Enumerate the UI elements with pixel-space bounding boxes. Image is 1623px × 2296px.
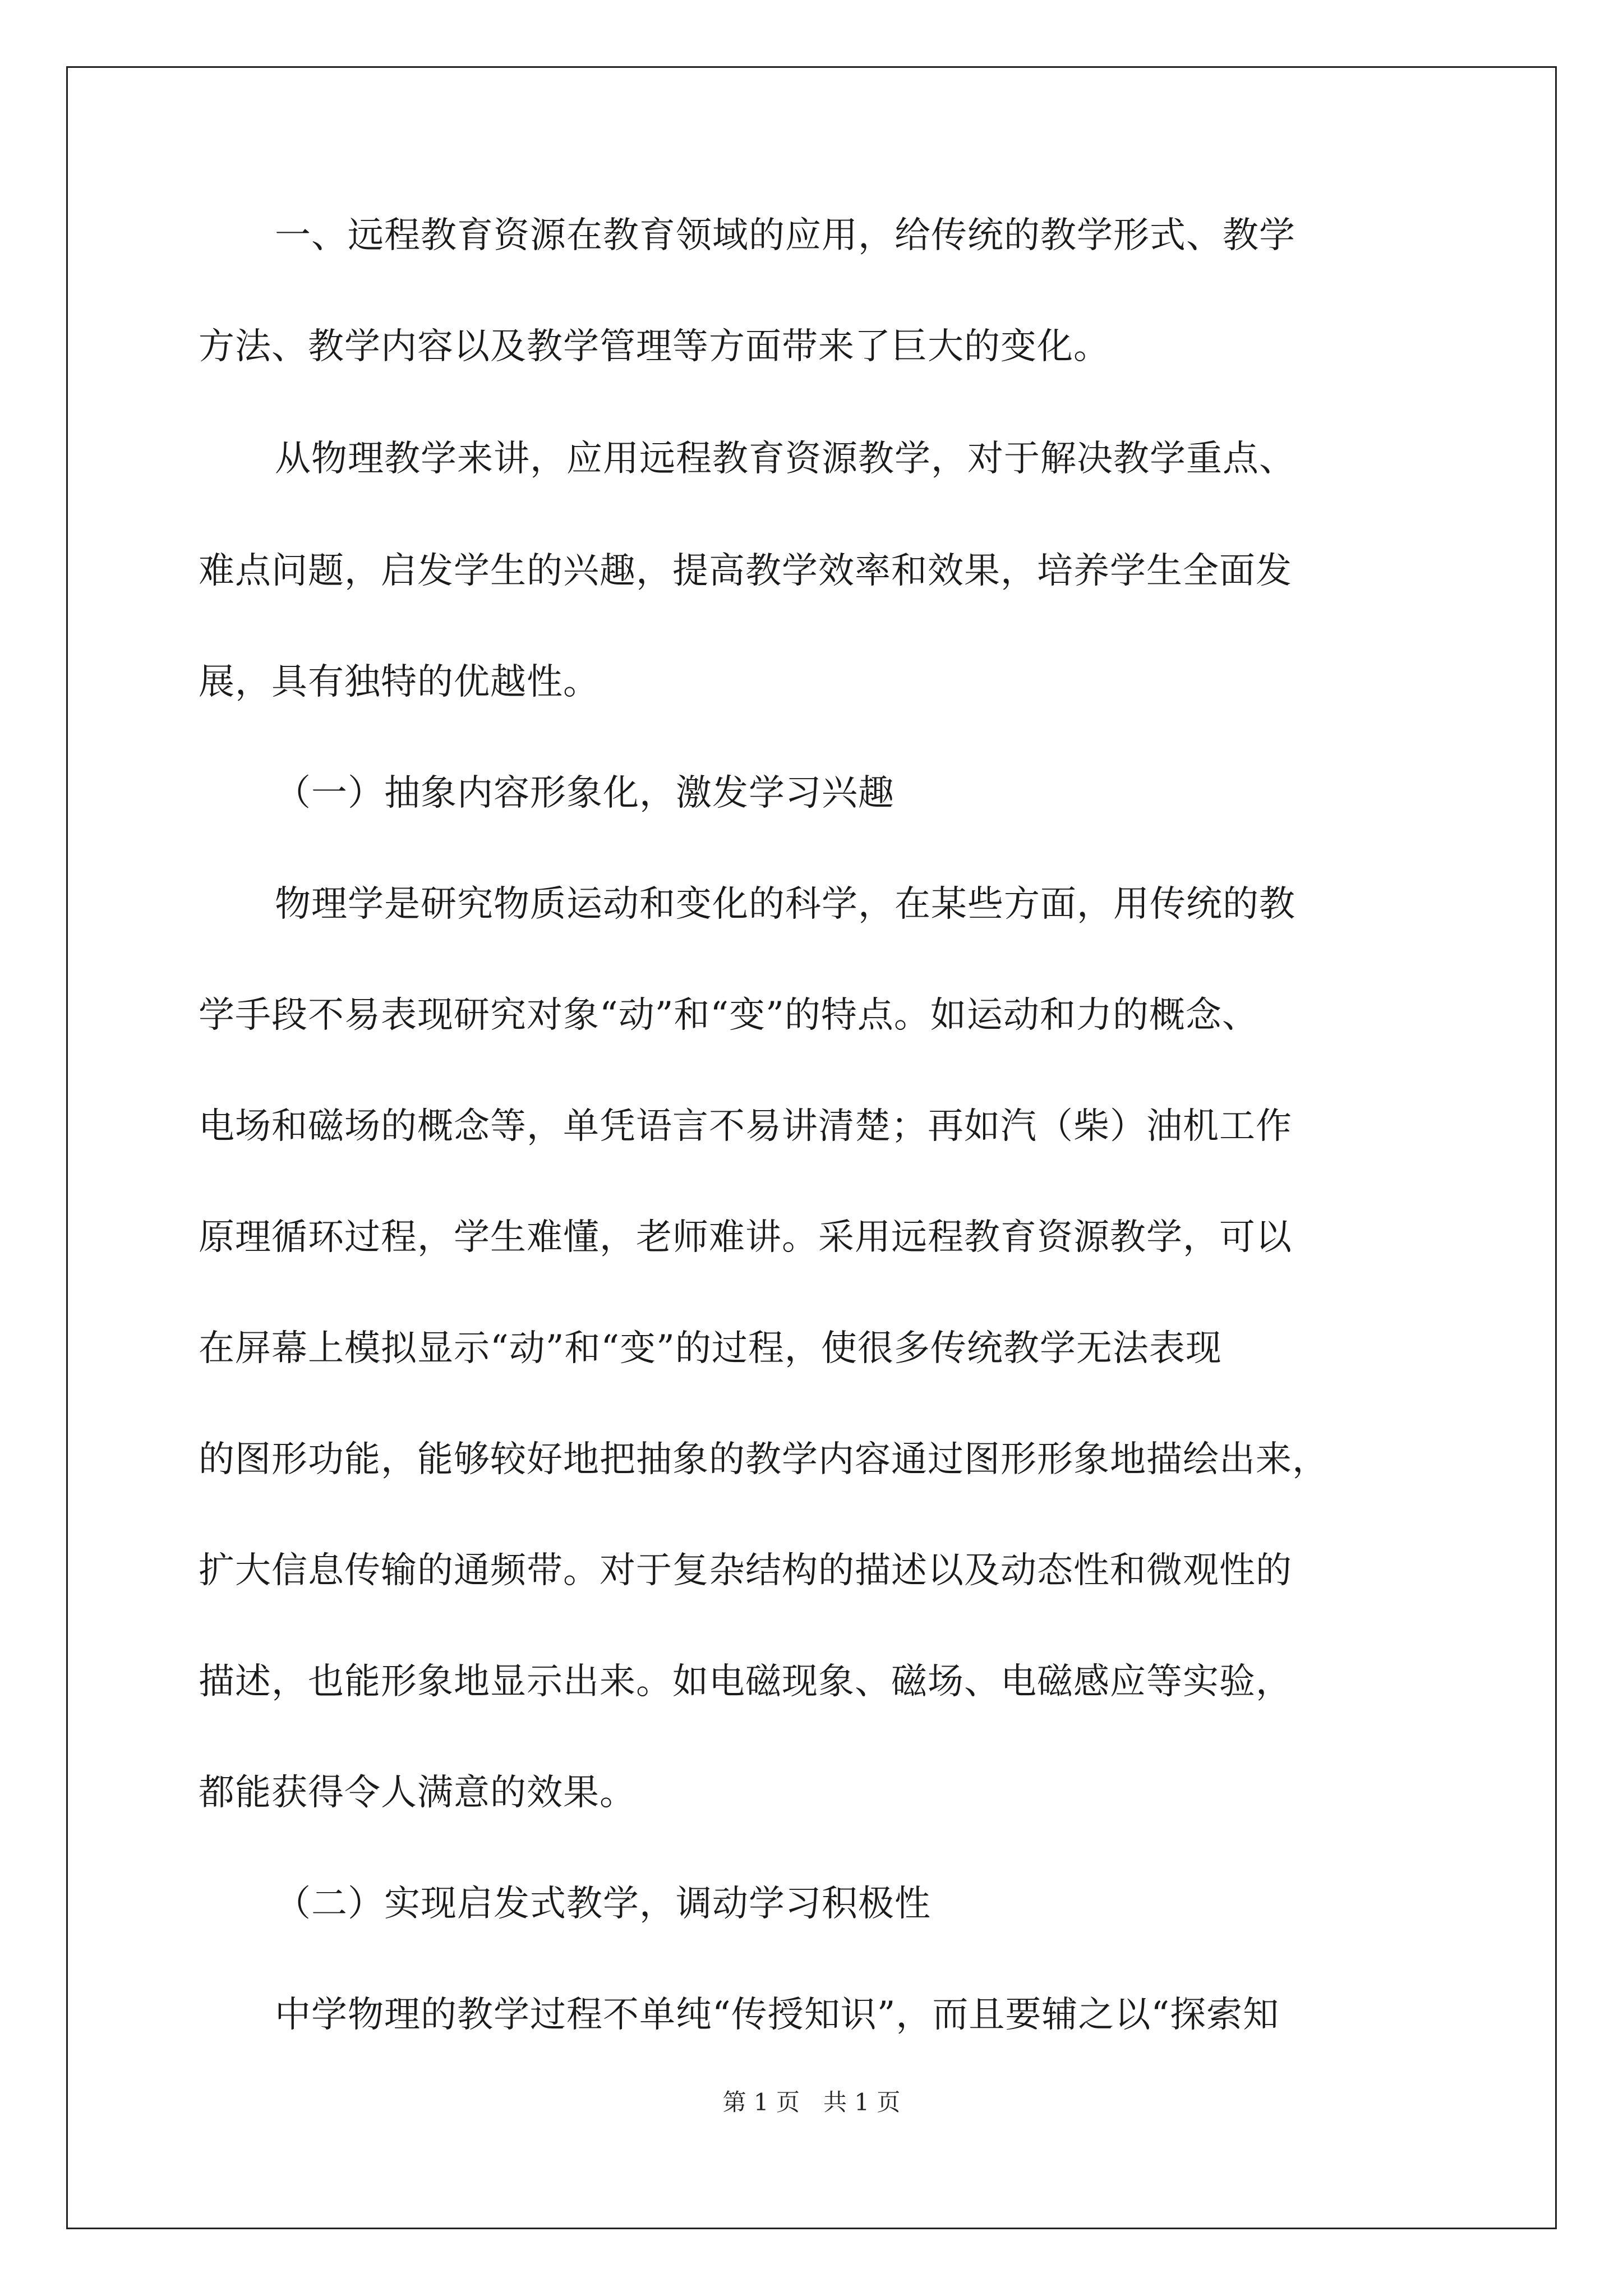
paragraph-3-line-4: 原理循环过程，学生难懂，老师难讲。采用远程教育资源教学，可以 [199, 1217, 1292, 1258]
paragraph-2-line-2: 难点问题，启发学生的兴趣，提高教学效率和效果，培养学生全面发 [199, 550, 1292, 592]
paragraph-3-line-5: 在屏幕上模拟显示“动”和“变”的过程，使很多传统教学无法表现 [199, 1328, 1222, 1369]
paragraph-3-line-2: 学手段不易表现研究对象“动”和“变”的特点。如运动和力的概念、 [199, 995, 1258, 1036]
paragraph-3-line-1: 物理学是研究物质运动和变化的科学，在某些方面，用传统的教 [275, 884, 1295, 925]
paragraph-1-line-2: 方法、教学内容以及教学管理等方面带来了巨大的变化。 [199, 326, 1110, 367]
paragraph-3-line-3: 电场和磁场的概念等，单凭语言不易讲清楚；再如汽（柴）油机工作 [199, 1106, 1292, 1147]
paragraph-3-line-9: 都能获得令人满意的效果。 [199, 1772, 636, 1814]
paragraph-2-line-1: 从物理教学来讲，应用远程教育资源教学，对于解决教学重点、 [275, 438, 1295, 480]
paragraph-1-line-1: 一、远程教育资源在教育领域的应用，给传统的教学形式、教学 [275, 215, 1295, 256]
paragraph-4-line-1: 中学物理的教学过程不单纯“传授知识”，而且要辅之以“探索知 [275, 1994, 1280, 2036]
page-footer: 第 1 页 共 1 页 [722, 2088, 901, 2116]
section-heading-1: （一）抽象内容形象化，激发学习兴趣 [275, 772, 895, 814]
paragraph-3-line-7: 扩大信息传输的通频带。对于复杂结构的描述以及动态性和微观性的 [199, 1550, 1292, 1591]
paragraph-3-line-8: 描述，也能形象地显示出来。如电磁现象、磁场、电磁感应等实验， [199, 1661, 1292, 1703]
paragraph-2-line-3: 展，具有独特的优越性。 [199, 661, 600, 703]
section-heading-2: （二）实现启发式教学，调动学习积极性 [275, 1883, 931, 1925]
paragraph-3-line-6: 的图形功能，能够较好地把抽象的教学内容通过图形形象地描绘出来， [199, 1439, 1329, 1480]
